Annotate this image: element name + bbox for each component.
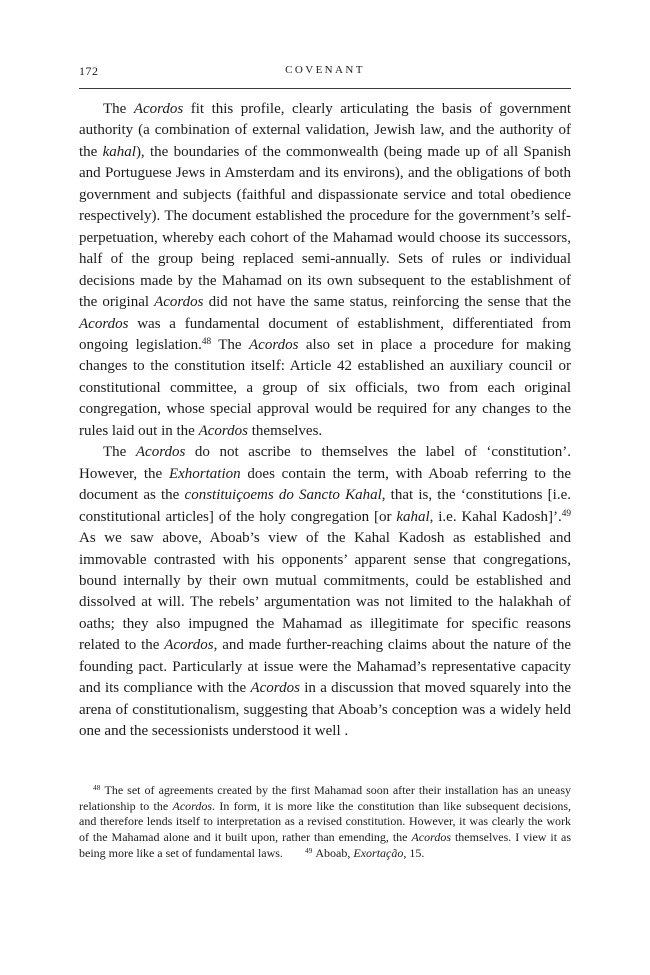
text-run: As we saw above, Aboab’s view of the Kahal Kadosh as established and immovable contrasted with his opponents’ apparent sense that congregations, bound internally by their own mutual commitments, could be established and dissolved at will. The rebels’ argumentation was not limited to the halakhah of oaths; they also impugned the Mahamad as illegitimate for specific reasons related to the: [79, 530, 571, 654]
main-text: [79, 99, 571, 743]
italic-term: Acordos: [154, 294, 204, 311]
text-run: The set of agreements created by the first Mahamad soon after their installation has an uneasy relationship to the: [79, 783, 571, 813]
text-run: did not have the same status, reinforcing the sense that the: [203, 294, 572, 311]
text-run: Aboab,: [315, 845, 354, 860]
paragraph-1: [79, 99, 571, 442]
italic-term: Acordos: [249, 336, 299, 353]
italic-term: Acordos: [135, 444, 186, 461]
text-run: ), the boundaries of the commonwealth (being made up of all Spanish and Portuguese Jews in Amsterdam and its environs), and the obligations of both government and subjects (faithful and dispassionate service and total obedience respectively). The document established the procedure for the government’s self-perpetuation, whereby each cohort of the Mahamad would choose its successors, half of the group being replaced semi-annually. Sets of rules or individual decisions made by the Mahamad on its own subsequent to the establishment of the original: [79, 143, 571, 311]
footnote-number: 49: [304, 845, 313, 855]
text-run: , and made further-reaching claims about the nature of the founding pact. Particularly at issue were the Mahamad’s representative capacity and its compliance with the: [79, 637, 571, 697]
italic-term: kahal: [396, 508, 430, 525]
text-run: also set in place a procedure for making changes to the constitution itself: Article 42 established an auxiliary council or constitutional committee, a group of six officials, two from each original congregation, whose special approval would be required for any changes to the rules laid out in the: [79, 336, 571, 439]
text-run: was a fundamental document of establishment, differentiated from ongoing legislation.: [79, 315, 571, 353]
text-run: , that is, the ‘constitutions [i.e. constitutional articles] of the holy congregation [or: [79, 487, 571, 525]
footnote-reference: 49: [561, 508, 571, 519]
text-run: , i.e. Kahal Kadosh]’.: [429, 508, 562, 525]
text-run: do not ascribe to themselves the label of ‘constitution’. However, the: [79, 444, 571, 482]
italic-term: Acordos: [164, 637, 214, 654]
italic-term: Exhortation: [168, 465, 241, 482]
page-number: 172: [79, 64, 99, 78]
italic-term: constituiçoems do Sancto Kahal: [184, 487, 382, 504]
italic-term: Acordos: [250, 680, 300, 697]
running-header: [79, 64, 571, 82]
paragraph-2: [79, 442, 571, 742]
italic-term: Acordos: [172, 798, 213, 813]
italic-term: kahal: [102, 143, 136, 160]
footnote-reference: 48: [201, 336, 212, 347]
text-run: , 15.: [403, 845, 425, 860]
italic-term: Exortação: [353, 845, 404, 860]
text-run: does contain the term, with Aboab referring to the document as the: [79, 465, 572, 504]
text-run: in a discussion that moved squarely into the arena of constitutionalism, suggesting that Aboab’s conception was a widely held one and the secessionists understood it well .: [79, 680, 571, 740]
text-run: themselves. I view it as being more like a set of fundamental laws.: [79, 830, 571, 860]
footnote-number: 48: [93, 782, 101, 792]
text-run: themselves.: [248, 422, 323, 439]
footnotes: [79, 783, 571, 862]
header-rule: [79, 88, 571, 89]
running-title: COVENANT: [285, 64, 365, 76]
italic-term: Acordos: [79, 315, 129, 332]
footnote-48: [79, 783, 571, 862]
italic-term: Acordos: [133, 101, 184, 117]
text-run: The: [103, 444, 136, 461]
italic-term: Acordos: [411, 830, 452, 845]
text-run: The: [103, 101, 134, 117]
italic-term: Acordos: [198, 422, 249, 439]
text-run: fit this profile, clearly articulating the basis of government authority (a combination of external validation, Jewish law, and the authority of the: [79, 101, 571, 160]
text-run: . In form, it is more like the constitution than like subsequent decisions, and therefore lends itself to interpretation as a revised constitution. However, it was clearly the work of the Mahamad alone and it built upon, rather than emending, the: [79, 798, 571, 845]
text-run: The: [211, 336, 249, 353]
